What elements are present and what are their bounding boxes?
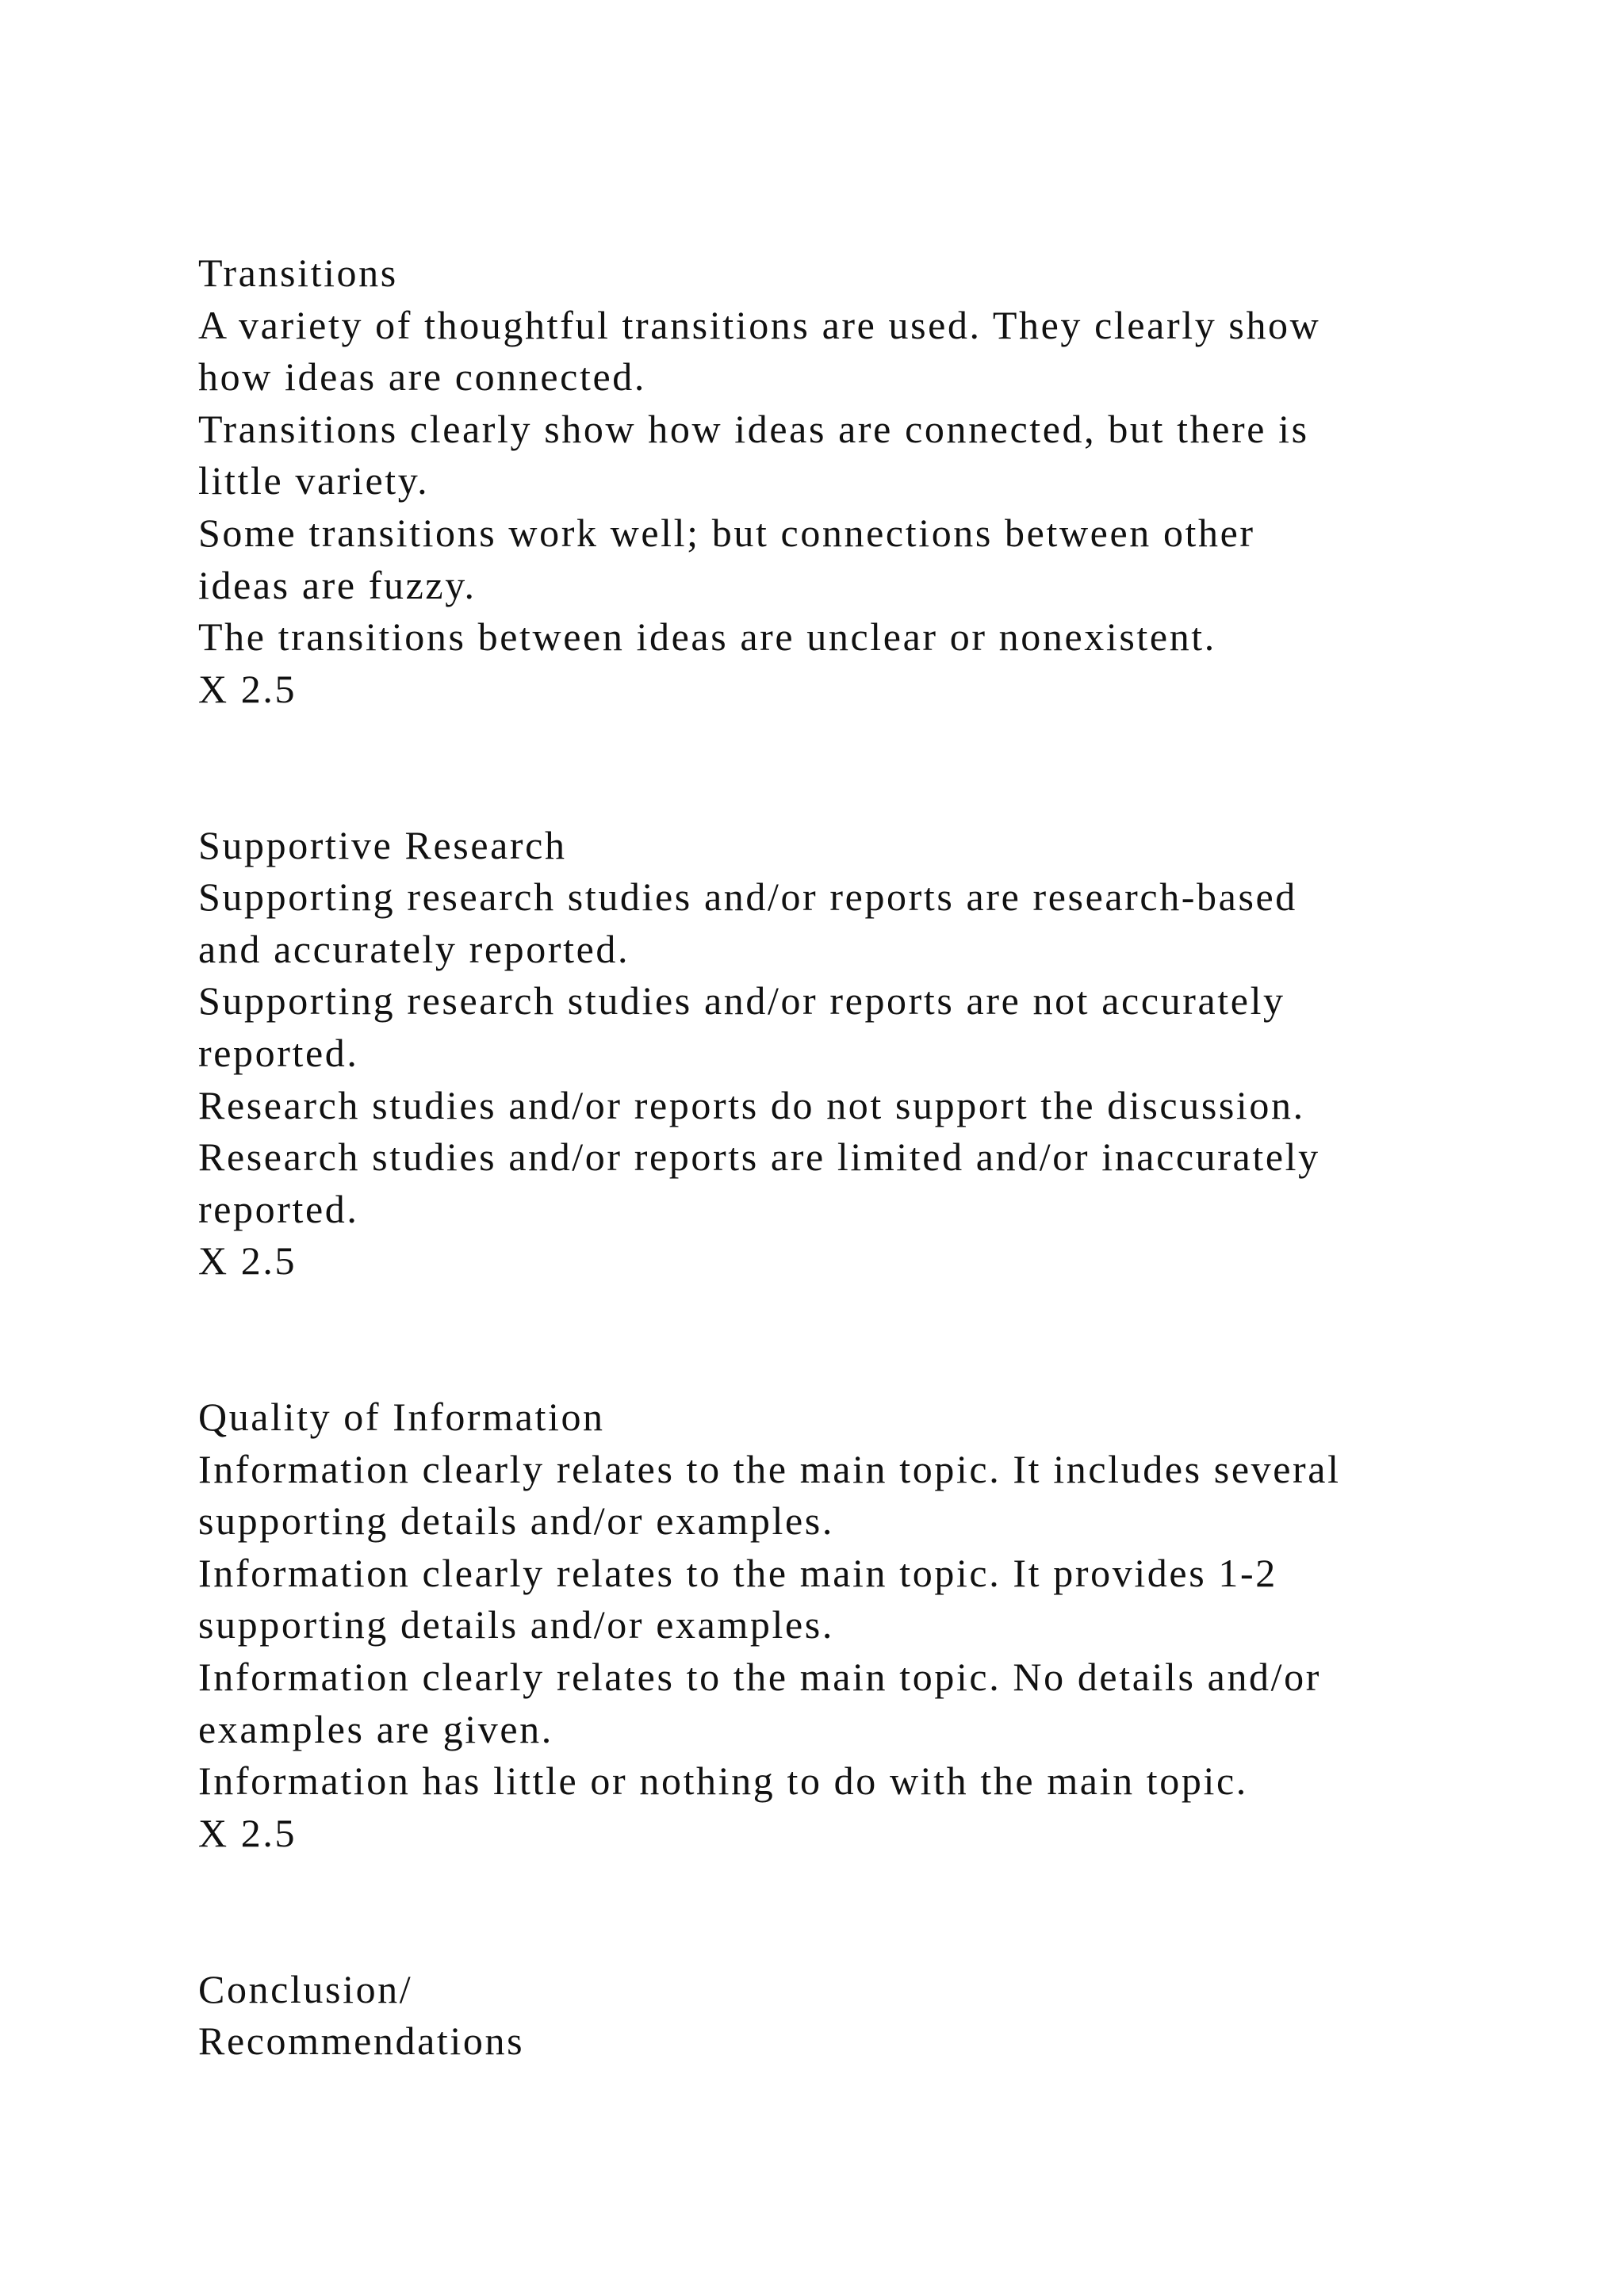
criterion-line: and accurately reported. bbox=[198, 926, 630, 971]
weight-multiplier: X 2.5 bbox=[198, 666, 297, 711]
criterion-line: ideas are fuzzy. bbox=[198, 562, 477, 607]
section-spacer bbox=[198, 1859, 1546, 1963]
criterion-line: Information clearly relates to the main topic. It provides 1-2 bbox=[198, 1550, 1277, 1595]
criterion-line: Some transitions work well; but connections between other bbox=[198, 510, 1255, 555]
weight-multiplier: X 2.5 bbox=[198, 1810, 297, 1855]
criterion-line: how ideas are connected. bbox=[198, 354, 646, 400]
criterion-line: supporting details and/or examples. bbox=[198, 1602, 834, 1647]
criterion-line: little variety. bbox=[198, 458, 430, 503]
section-title-quality-of-information: Quality of Information bbox=[198, 1395, 605, 1440]
criterion-line: Research studies and/or reports are limited and/or inaccurately bbox=[198, 1135, 1320, 1180]
rubric-text bbox=[198, 247, 1546, 2068]
section-title-recommendations: Recommendations bbox=[198, 2019, 525, 2064]
criterion-line: reported. bbox=[198, 1030, 359, 1075]
criterion-line: A variety of thoughtful transitions are used. They clearly show bbox=[198, 302, 1321, 347]
criterion-line: Information has little or nothing to do with the main topic. bbox=[198, 1758, 1248, 1804]
criterion-line: reported. bbox=[198, 1186, 359, 1231]
criterion-line: Information clearly relates to the main topic. It includes several bbox=[198, 1446, 1341, 1491]
criterion-line: Research studies and/or reports do not support the discussion. bbox=[198, 1082, 1305, 1127]
section-title-transitions: Transitions bbox=[198, 251, 398, 295]
criterion-line: The transitions between ideas are unclear or nonexistent. bbox=[198, 614, 1216, 660]
criterion-line: Supporting research studies and/or reports are not accurately bbox=[198, 978, 1285, 1024]
section-title-supportive-research: Supportive Research bbox=[198, 822, 567, 867]
weight-multiplier: X 2.5 bbox=[198, 1238, 297, 1284]
criterion-line: Information clearly relates to the main topic. No details and/or bbox=[198, 1655, 1321, 1700]
criterion-line: supporting details and/or examples. bbox=[198, 1498, 834, 1544]
criterion-line: Transitions clearly show how ideas are connected, but there is bbox=[198, 406, 1309, 451]
criterion-line: Supporting research studies and/or reports are research-based bbox=[198, 874, 1297, 920]
section-title-conclusion: Conclusion/ bbox=[198, 1966, 413, 2011]
section-spacer bbox=[198, 715, 1546, 819]
section-spacer bbox=[198, 1288, 1546, 1391]
criterion-line: examples are given. bbox=[198, 1706, 553, 1751]
